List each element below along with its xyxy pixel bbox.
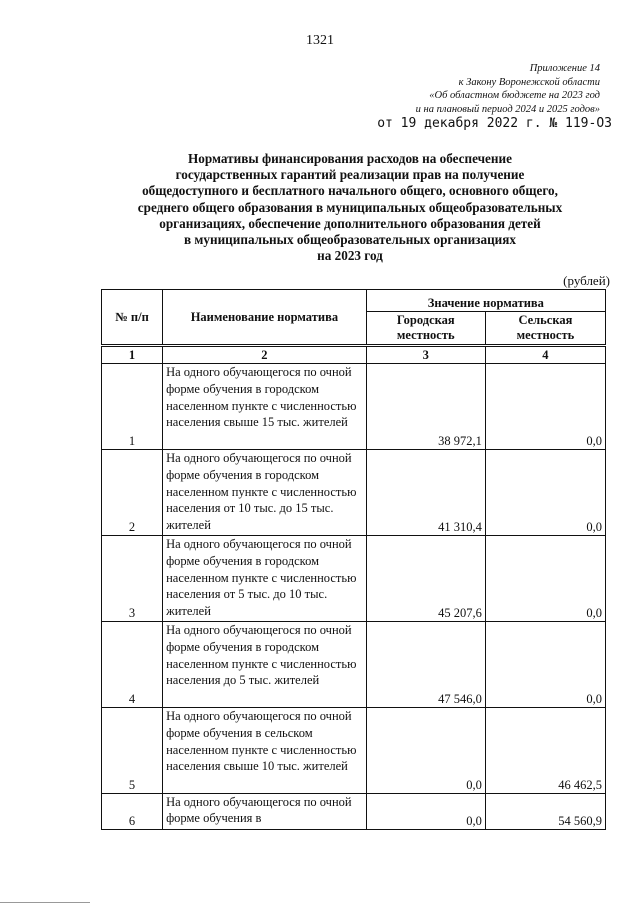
row-number: 2 [102,450,163,536]
header-value: Значение норматива [366,290,605,312]
footer-divider [0,902,90,903]
title-line: в муниципальных общеобразовательных организациях [183,232,517,248]
rural-value: 0,0 [485,450,605,536]
header-number: № п/п [102,290,163,346]
norm-name: На одного обучающегося по очной форме обучения в городском населенном пункте с численностью населения до 5 тыс. жителей [163,622,367,708]
row-number: 6 [102,794,163,830]
title-line: государственных гарантий реализации прав на получение [175,167,525,183]
header-urban: Городская местность [366,312,485,346]
norm-name: На одного обучающегося по очной форме обучения в сельском населенном пункте с численностью населения свыше 10 тыс. жителей [163,708,367,794]
appendix-line: к Закону Воронежской области [458,76,600,88]
title-line: организациях, обеспечение дополнительного образования детей [159,215,541,231]
title-line: Нормативы финансирования расходов на обеспечение [188,151,512,166]
urban-value: 41 310,4 [366,450,485,536]
header-rural: Сельская местность [485,312,605,346]
appendix-line: и на плановый период 2024 и 2025 годов» [415,103,600,115]
column-number: 2 [163,346,367,364]
column-number: 1 [102,346,163,364]
rural-value: 0,0 [485,364,605,450]
unit-label: (рублей) [563,273,610,288]
appendix-line: Приложение 14 [529,63,600,74]
row-number: 1 [102,364,163,450]
urban-value: 38 972,1 [366,364,485,450]
urban-value: 0,0 [366,708,485,794]
rural-value: 54 560,9 [485,794,605,830]
title-line: общедоступного и бесплатного начального общего, основного общего, [142,183,558,199]
urban-value: 0,0 [366,794,485,830]
row-number: 3 [102,536,163,622]
title-line: на 2023 год [317,248,383,264]
column-number: 4 [485,346,605,364]
document-title [100,151,600,264]
appendix-line: «Об областном бюджете на 2023 год [429,90,600,101]
urban-value: 45 207,6 [366,536,485,622]
column-number: 3 [366,346,485,364]
urban-value: 47 546,0 [366,622,485,708]
norm-name: На одного обучающегося по очной форме обучения в городском населенном пункте с численностью населения свыше 15 тыс. жителей [163,364,367,450]
title-line: среднего общего образования в муниципальных общеобразовательных [137,199,563,215]
rural-value: 46 462,5 [485,708,605,794]
norms-table [101,289,606,830]
row-number: 4 [102,622,163,708]
decree-stamp: от 19 декабря 2022 г. № 119-ОЗ [377,116,612,131]
rural-value: 0,0 [485,622,605,708]
page-number: 1321 [306,33,334,48]
appendix-note [416,62,600,116]
row-number: 5 [102,708,163,794]
norm-name: На одного обучающегося по очной форме обучения в [163,794,367,830]
header-name: Наименование норматива [163,290,367,346]
norm-name: На одного обучающегося по очной форме обучения в городском населенном пункте с численностью населения от 10 тыс. до 15 тыс. жителей [163,450,367,536]
norm-name: На одного обучающегося по очной форме обучения в городском населенном пункте с численностью населения от 5 тыс. до 10 тыс. жителей [163,536,367,622]
rural-value: 0,0 [485,536,605,622]
